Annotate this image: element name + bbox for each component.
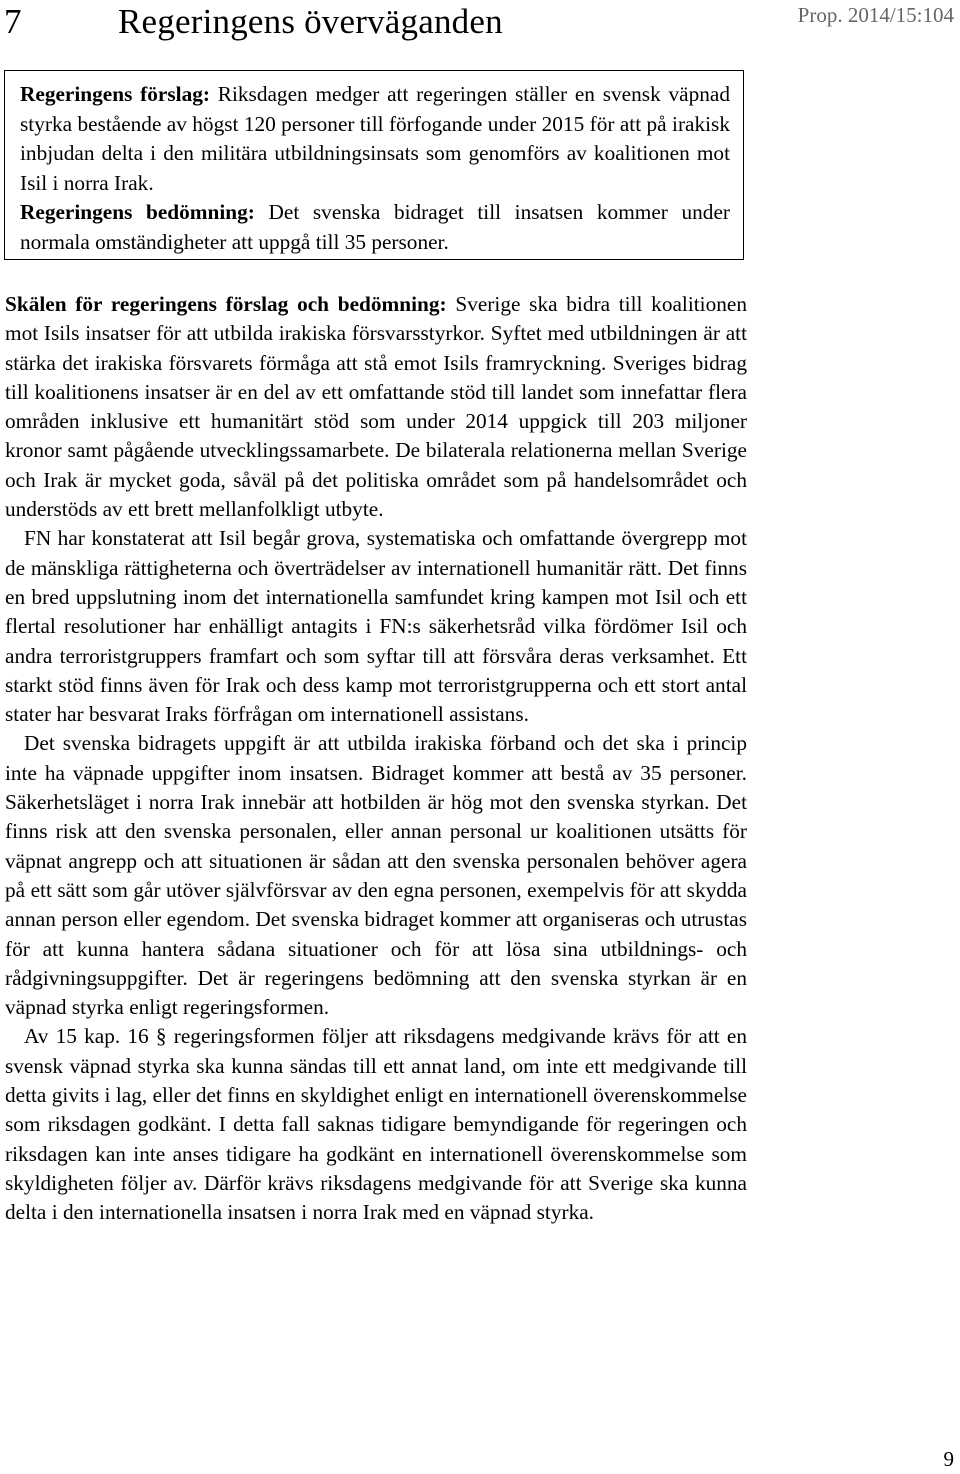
- paragraph-un-assessment: FN har konstaterat att Isil begår grova, systematiska och omfattande övergrepp mot de mänskliga rättigheterna och överträdelser av internationell humanitär rätt. Det finns en bred uppslutning inom det internationella samfundet kring kampen mot Isil och ett flertal resolutioner har enhälligt antagits i FN:s säkerhetsråd vilka fördömer Isil och andra terroristgruppers framfart och som syftar till att försvåra deras verksamhet. Ett starkt stöd finns även för Irak och dess kamp mot terroristgrupperna och ett stort antal stater har besvarat Iraks förfrågan om internationell assistans.: [5, 526, 747, 727]
- proposal-text: Riksdagen medger att regeringen ställer en svensk väpnad styrka bestående av högst 120 personer till förfogande under 2015 för att på irakisk inbjudan delta i den militära utbildningsinsats som genomförs av koalitionen mot Isil i norra Irak.: [20, 82, 731, 195]
- proposal-box: [4, 70, 744, 260]
- reasons-paragraph: [5, 290, 747, 524]
- proposition-reference: Prop. 2014/15:104: [797, 3, 954, 27]
- assessment-paragraph: [20, 198, 730, 257]
- reasons-lead: Skälen för regeringens förslag och bedömning:: [5, 292, 447, 316]
- assessment-text: Det svenska bidraget till insatsen kommer under normala omständigheter att uppgå till 35 personer.: [20, 200, 730, 254]
- proposal-lead: Regeringens förslag:: [20, 82, 210, 106]
- paragraph-constitution: Av 15 kap. 16 § regeringsformen följer att riksdagens medgivande krävs för att en svensk väpnad styrka ska kunna sändas till ett annat land, om inte ett medgivande till detta givits i lag, eller det finns en skyldighet enligt en internationell överenskommelse som riksdagen godkänt. I detta fall saknas tidigare bemyndigande för regeringen och riksdagen kan inte anses tidigare ha godkänt en internationell överenskommelse som skyldigheten följer av. Därför krävs riksdagens medgivande för att Sverige ska kunna delta i den internationella insatsen i norra Irak med en väpnad styrka.: [5, 1024, 747, 1225]
- chapter-number: 7: [4, 2, 22, 41]
- reasons-text: Sverige ska bidra till koalitionen mot Isils insatser för att utbilda irakiska försvarsstyrkor. Syftet med utbildningen är att stärka det irakiska försvarets förmåga att stå emot Isils framryckning. Sveriges bidrag till koalitionens insatser är en del av ett omfattande stöd till landet som innefattar flera områden inklusive ett humanitärt stöd som under 2014 uppgick till 203 miljoner kronor samt pågående utvecklingssamarbete. De bilaterala relationerna mellan Sverige och Irak är mycket goda, såväl på det politiska området som på handelsområdet och understöds av ett brett mellanfolkligt utbyte.: [5, 292, 747, 522]
- chapter-heading: [4, 2, 503, 42]
- proposal-paragraph: [20, 80, 730, 198]
- body-text: [5, 290, 747, 1228]
- chapter-title: Regeringens överväganden: [118, 2, 503, 41]
- paragraph-contribution-task: Det svenska bidragets uppgift är att utbilda irakiska förband och det ska i princip inte ha väpnade uppgifter inom insatsen. Bidraget kommer att bestå av 35 personer. Säkerhetsläget i norra Irak innebär att hotbilden är hög mot den svenska styrkan. Det finns risk att den svenska personalen, eller annan personal ur koalitionen utsätts för väpnat angrepp och att situationen är sådan att den svenska personalen behöver agera på ett sätt som går utöver självförsvar av den egna personen, exempelvis för att skydda annan person eller egendom. Det svenska bidraget kommer att organiseras och utrustas för att kunna hantera sådana situationer och för att lösa sina utbildnings- och rådgivningsuppgifter. Det är regeringens bedömning att den svenska styrkan är en väpnad styrka enligt regeringsformen.: [5, 731, 747, 1020]
- assessment-lead: Regeringens bedömning:: [20, 200, 255, 224]
- page-number: 9: [943, 1447, 954, 1471]
